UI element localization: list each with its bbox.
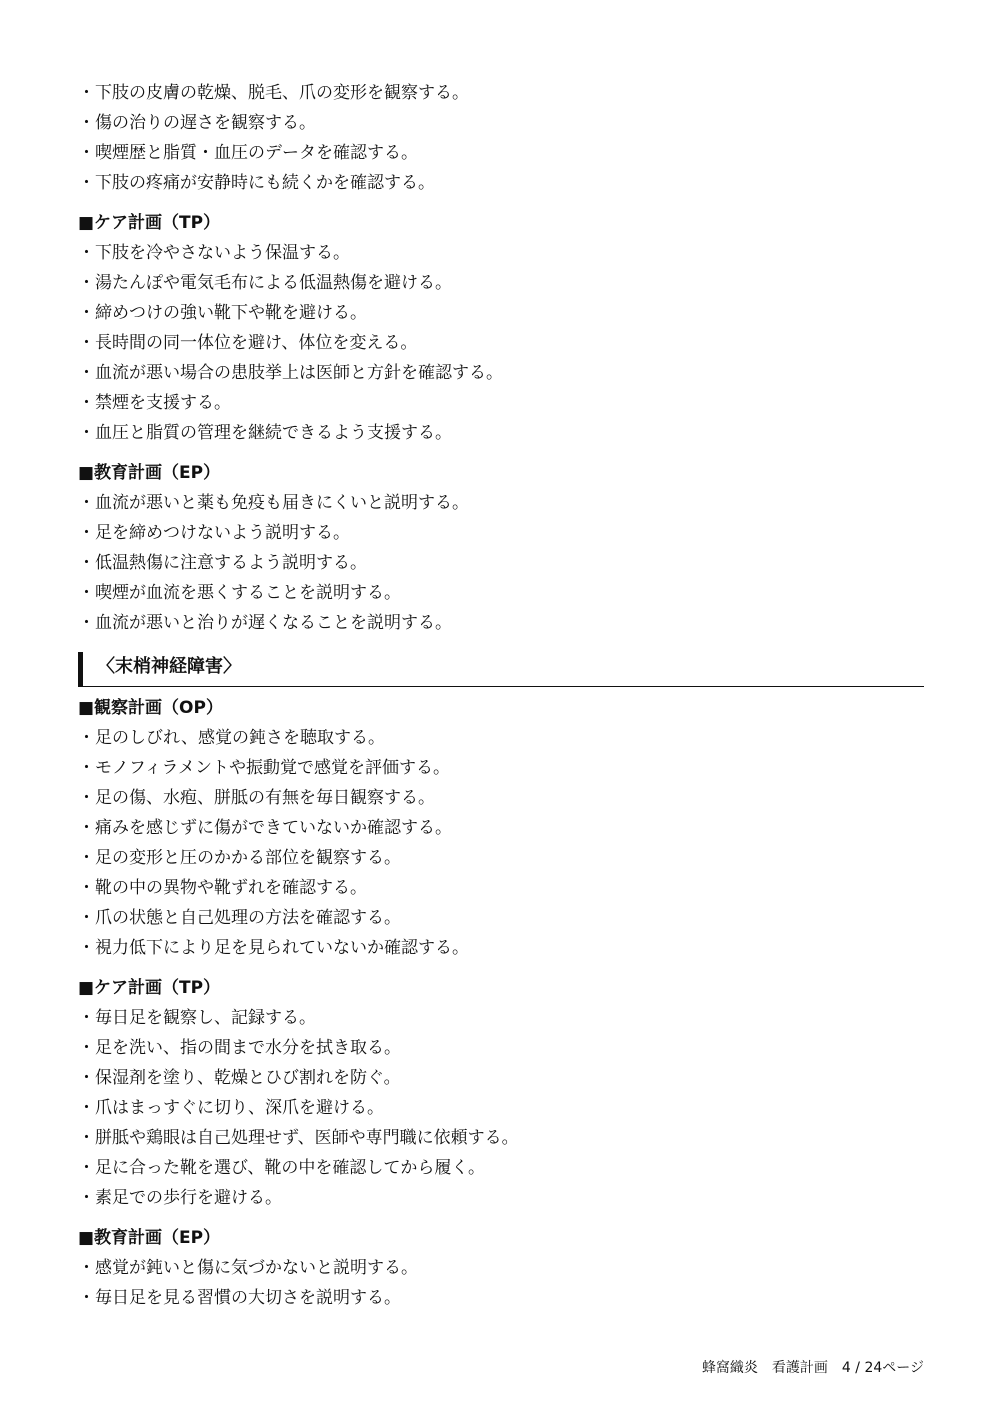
list-item: ・胼胝や鶏眼は自己処理せず、医師や専門職に依頼する。 — [78, 1128, 519, 1148]
list-item: ・足を洗い、指の間まで水分を拭き取る。 — [78, 1038, 401, 1058]
list-item: ・保湿剤を塗り、乾燥とひび割れを防ぐ。 — [78, 1068, 401, 1088]
list-item: ・喫煙が血流を悪くすることを説明する。 — [78, 583, 401, 603]
list-item: ・素足での歩行を避ける。 — [78, 1188, 282, 1208]
list-item: ・靴の中の異物や靴ずれを確認する。 — [78, 878, 367, 898]
list-item: ・痛みを感じずに傷ができていないか確認する。 — [78, 818, 452, 838]
list-item: ・血流が悪いと薬も免疫も届きにくいと説明する。 — [78, 493, 469, 513]
tp2-list — [78, 1003, 924, 1213]
list-item: ・足の変形と圧のかかる部位を観察する。 — [78, 848, 401, 868]
list-item: ・喫煙歴と脂質・血圧のデータを確認する。 — [78, 143, 418, 163]
list-item: ・血流が悪い場合の患肢挙上は医師と方針を確認する。 — [78, 363, 503, 383]
tp2-heading: ■ケア計画（TP） — [78, 978, 221, 998]
op2-heading: ■観察計画（OP） — [78, 698, 223, 718]
list-item: ・傷の治りの遅さを観察する。 — [78, 113, 316, 133]
list-item: ・長時間の同一体位を避け、体位を変える。 — [78, 333, 418, 353]
list-item: ・下肢の疼痛が安静時にも続くかを確認する。 — [78, 173, 435, 193]
document-page — [78, 78, 924, 1313]
list-item: ・爪はまっすぐに切り、深爪を避ける。 — [78, 1098, 384, 1118]
tp1-list — [78, 238, 924, 448]
tp1-heading: ■ケア計画（TP） — [78, 213, 221, 233]
page-footer: 蜂窩織炎 看護計画 4 / 24ページ — [701, 1360, 924, 1376]
list-item: ・足に合った靴を選び、靴の中を確認してから履く。 — [78, 1158, 485, 1178]
list-item: ・下肢を冷やさないよう保温する。 — [78, 243, 350, 263]
list-item: ・湯たんぽや電気毛布による低温熱傷を避ける。 — [78, 273, 452, 293]
ep1-heading: ■教育計画（EP） — [78, 463, 221, 483]
list-item: ・毎日足を観察し、記録する。 — [78, 1008, 316, 1028]
ep2-list — [78, 1253, 924, 1313]
ep2-heading: ■教育計画（EP） — [78, 1228, 221, 1248]
list-item: ・禁煙を支援する。 — [78, 393, 231, 413]
list-item: ・視力低下により足を見られていないか確認する。 — [78, 938, 469, 958]
list-item: ・足の傷、水疱、胼胝の有無を毎日観察する。 — [78, 788, 435, 808]
section-title: 〈末梢神経障害〉 — [78, 652, 924, 687]
ep1-list — [78, 488, 924, 638]
op1-list — [78, 78, 924, 198]
list-item: ・血流が悪いと治りが遅くなることを説明する。 — [78, 613, 452, 633]
list-item: ・爪の状態と自己処理の方法を確認する。 — [78, 908, 401, 928]
list-item: ・足を締めつけないよう説明する。 — [78, 523, 350, 543]
list-item: ・毎日足を見る習慣の大切さを説明する。 — [78, 1288, 401, 1308]
list-item: ・締めつけの強い靴下や靴を避ける。 — [78, 303, 367, 323]
list-item: ・血圧と脂質の管理を継続できるよう支援する。 — [78, 423, 452, 443]
list-item: ・感覚が鈍いと傷に気づかないと説明する。 — [78, 1258, 418, 1278]
list-item: ・下肢の皮膚の乾燥、脱毛、爪の変形を観察する。 — [78, 83, 469, 103]
list-item: ・足のしびれ、感覚の鈍さを聴取する。 — [78, 728, 386, 748]
op2-list — [78, 723, 924, 963]
list-item: ・低温熱傷に注意するよう説明する。 — [78, 553, 367, 573]
list-item: ・モノフィラメントや振動覚で感覚を評価する。 — [78, 758, 450, 778]
